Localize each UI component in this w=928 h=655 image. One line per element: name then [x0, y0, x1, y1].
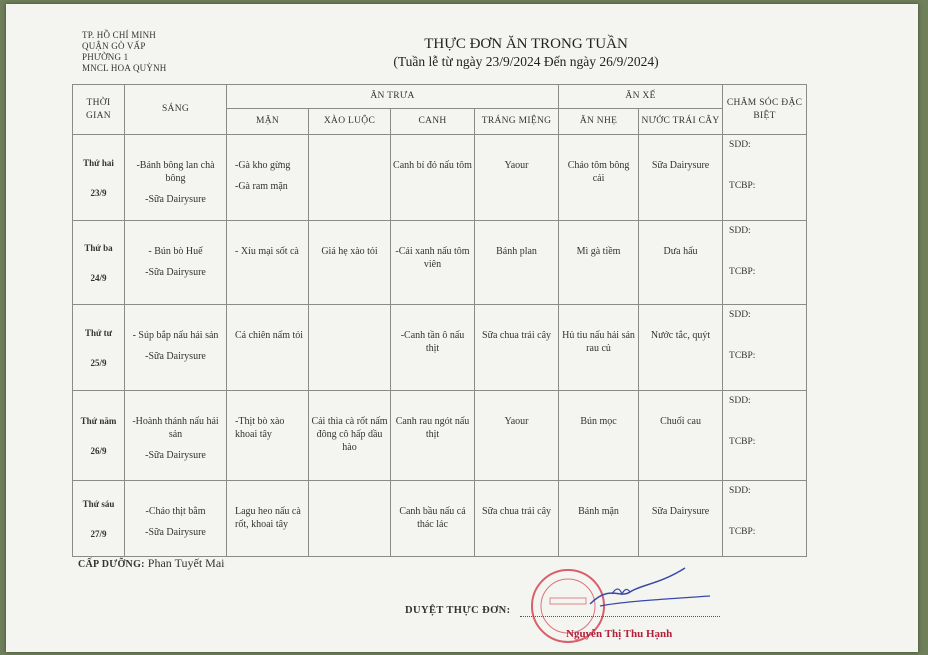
day-cell-text: 24/9: [90, 272, 107, 283]
col-special: CHĂM SÓC ĐẶC BIỆT: [723, 85, 807, 135]
canh-cell-text: -Cải xanh nấu tôm viên: [395, 246, 470, 270]
special-care-cell: [723, 135, 807, 221]
trang-cell-text: Sữa chua trái cây: [482, 330, 552, 341]
annhe-cell: [559, 391, 639, 481]
breakfast-cell: [125, 391, 227, 481]
annhe-cell-text: Bánh mặn: [578, 506, 619, 517]
day-cell-text: Thứ hai: [83, 157, 114, 168]
col-nuoc: NƯỚC TRÁI CÂY: [639, 109, 723, 135]
canh-cell-text: Canh bầu nấu cá thác lác: [399, 506, 466, 530]
breakfast-cell-text: -Sữa Dairysure: [145, 194, 206, 205]
man-cell-text: Cá chiên nấm tỏi: [235, 330, 304, 341]
col-lunch: ĂN TRƯA: [227, 85, 559, 109]
breakfast-cell-text: -Sữa Dairysure: [145, 267, 206, 278]
trang-cell: [475, 221, 559, 305]
col-breakfast: SÁNG: [125, 85, 227, 135]
nuoc-cell-text: Nước tắc, quýt: [650, 330, 711, 341]
xao-cell: [309, 391, 391, 481]
nuoc-cell: [639, 391, 723, 481]
canh-cell: [391, 305, 475, 391]
trang-cell: [475, 135, 559, 221]
table-row: [73, 135, 807, 221]
special-care-cell: [723, 305, 807, 391]
man-cell-text: - Xíu mại sốt cà: [235, 246, 299, 257]
breakfast-cell-text: -Sữa Dairysure: [145, 450, 206, 461]
canh-cell: [391, 391, 475, 481]
approve-label: DUYỆT THỰC ĐƠN:: [405, 605, 511, 616]
day-cell-text: Thứ năm: [80, 415, 117, 426]
signer-name: Nguyễn Thị Thu Hạnh: [566, 628, 673, 640]
school-header: [82, 30, 166, 74]
day-cell: [73, 135, 125, 221]
annhe-cell-text: Hủ tiu nấu hải sản rau củ: [562, 330, 635, 354]
district-label: QUẬN GÒ VẤP: [82, 41, 146, 51]
breakfast-cell-text: -Sữa Dairysure: [145, 351, 206, 362]
signature-mark: [560, 564, 720, 624]
day-cell: [73, 221, 125, 305]
man-cell-text: -Gà ram mặn: [235, 181, 288, 192]
canh-cell-text: Canh rau ngót nấu thịt: [395, 416, 470, 440]
sdd-label: SDD:: [729, 486, 751, 496]
col-annhe: ĂN NHẸ: [559, 109, 639, 135]
day-cell-text: 26/9: [90, 445, 107, 456]
annhe-cell: [559, 481, 639, 557]
breakfast-cell-text: -Cháo thịt bằm: [145, 506, 206, 517]
xao-cell: [309, 481, 391, 557]
cook-label: CẤP DƯỠNG:: [78, 559, 145, 570]
nuoc-cell-text: Sữa Dairysure: [651, 506, 710, 517]
breakfast-cell-text: - Bún bò Huế: [148, 246, 203, 257]
nuoc-cell: [639, 221, 723, 305]
xao-cell-text: Cải thìa cà rốt nấm đông cô hấp dầu hào: [311, 416, 388, 453]
trang-cell-text: Yaour: [504, 160, 529, 171]
sdd-label: SDD:: [729, 140, 751, 150]
day-cell: [73, 391, 125, 481]
trang-cell: [475, 481, 559, 557]
special-care-cell: [723, 481, 807, 557]
col-xao: XÀO LUỘC: [309, 109, 391, 135]
canh-cell: [391, 481, 475, 557]
tcbp-label: TCBP:: [729, 351, 756, 361]
canh-cell: [391, 221, 475, 305]
cook-name: Phan Tuyết Mai: [147, 556, 225, 570]
col-man: MẶN: [227, 109, 309, 135]
breakfast-cell-text: - Súp bắp nấu hải sản: [132, 330, 219, 341]
day-cell: [73, 305, 125, 391]
annhe-cell: [559, 135, 639, 221]
nuoc-cell: [639, 135, 723, 221]
cook-line: [78, 556, 224, 571]
day-cell: [73, 481, 125, 557]
nuoc-cell: [639, 481, 723, 557]
approve-dotted-line: [520, 616, 720, 617]
xao-cell: [309, 305, 391, 391]
trang-cell-text: Sữa chua trái cây: [482, 506, 552, 517]
man-cell: [227, 221, 309, 305]
ward-label: PHƯỜNG 1: [82, 52, 129, 62]
man-cell: [227, 305, 309, 391]
man-cell-text: -Thịt bò xào khoai tây: [235, 416, 285, 440]
canh-cell-text: -Canh tần ô nấu thịt: [400, 330, 465, 354]
trang-cell-text: Yaour: [504, 416, 529, 427]
breakfast-cell-text: -Sữa Dairysure: [145, 527, 206, 538]
xao-cell: [309, 135, 391, 221]
annhe-cell: [559, 305, 639, 391]
breakfast-cell: [125, 305, 227, 391]
man-cell-text: Lagu heo nấu cà rốt, khoai tây: [235, 506, 301, 530]
sdd-label: SDD:: [729, 310, 751, 320]
nuoc-cell: [639, 305, 723, 391]
xao-cell: [309, 221, 391, 305]
page-subtitle: (Tuần lễ từ ngày 23/9/2024 Đến ngày 26/9/2024): [393, 54, 659, 69]
day-cell-text: Thứ sáu: [82, 498, 115, 509]
table-row: [73, 221, 807, 305]
col-snack: ĂN XẾ: [559, 85, 723, 109]
annhe-cell-text: Cháo tôm bông cải: [567, 160, 630, 184]
table-row: [73, 481, 807, 557]
nuoc-cell-text: Sữa Dairysure: [651, 160, 710, 171]
trang-cell-text: Bánh plan: [496, 246, 537, 257]
day-cell-text: Thứ ba: [84, 242, 113, 253]
day-cell-text: 27/9: [90, 528, 107, 539]
trang-cell: [475, 391, 559, 481]
annhe-cell-text: Bún mọc: [580, 416, 617, 427]
col-trang: TRÁNG MIỆNG: [475, 109, 559, 135]
day-cell-text: 23/9: [90, 187, 107, 198]
man-cell-text: -Gà kho gừng: [235, 160, 291, 171]
col-canh: CANH: [391, 109, 475, 135]
xao-cell-text: Giá hẹ xào tỏi: [321, 246, 378, 257]
special-care-cell: [723, 391, 807, 481]
trang-cell: [475, 305, 559, 391]
day-cell-text: Thứ tư: [84, 327, 113, 338]
breakfast-cell-text: -Bánh bông lan chà bông: [136, 160, 215, 184]
tcbp-label: TCBP:: [729, 267, 756, 277]
day-cell-text: 25/9: [90, 357, 107, 368]
nuoc-cell-text: Chuối cau: [660, 416, 701, 427]
annhe-cell: [559, 221, 639, 305]
annhe-cell-text: Mì gà tiềm: [576, 246, 621, 257]
tcbp-label: TCBP:: [729, 437, 756, 447]
canh-cell: [391, 135, 475, 221]
breakfast-cell: [125, 481, 227, 557]
special-care-cell: [723, 221, 807, 305]
table-row: [73, 391, 807, 481]
canh-cell-text: Canh bí đỏ nấu tôm: [393, 160, 472, 171]
man-cell: [227, 391, 309, 481]
sdd-label: SDD:: [729, 226, 751, 236]
tcbp-label: TCBP:: [729, 527, 756, 537]
nuoc-cell-text: Dưa hấu: [663, 246, 698, 257]
breakfast-cell: [125, 135, 227, 221]
table-row: [73, 305, 807, 391]
man-cell: [227, 481, 309, 557]
breakfast-cell-text: -Hoành thánh nấu hải sản: [132, 416, 219, 440]
page-title: THỰC ĐƠN ĂN TRONG TUẦN: [424, 36, 628, 52]
man-cell: [227, 135, 309, 221]
city-label: TP. HỒ CHÍ MINH: [82, 30, 157, 40]
sdd-label: SDD:: [729, 396, 751, 406]
tcbp-label: TCBP:: [729, 181, 756, 191]
weekly-menu-table: [72, 84, 807, 557]
school-label: MNCL HOA QUỲNH: [82, 63, 167, 73]
breakfast-cell: [125, 221, 227, 305]
col-time: THỜI GIAN: [73, 85, 125, 135]
